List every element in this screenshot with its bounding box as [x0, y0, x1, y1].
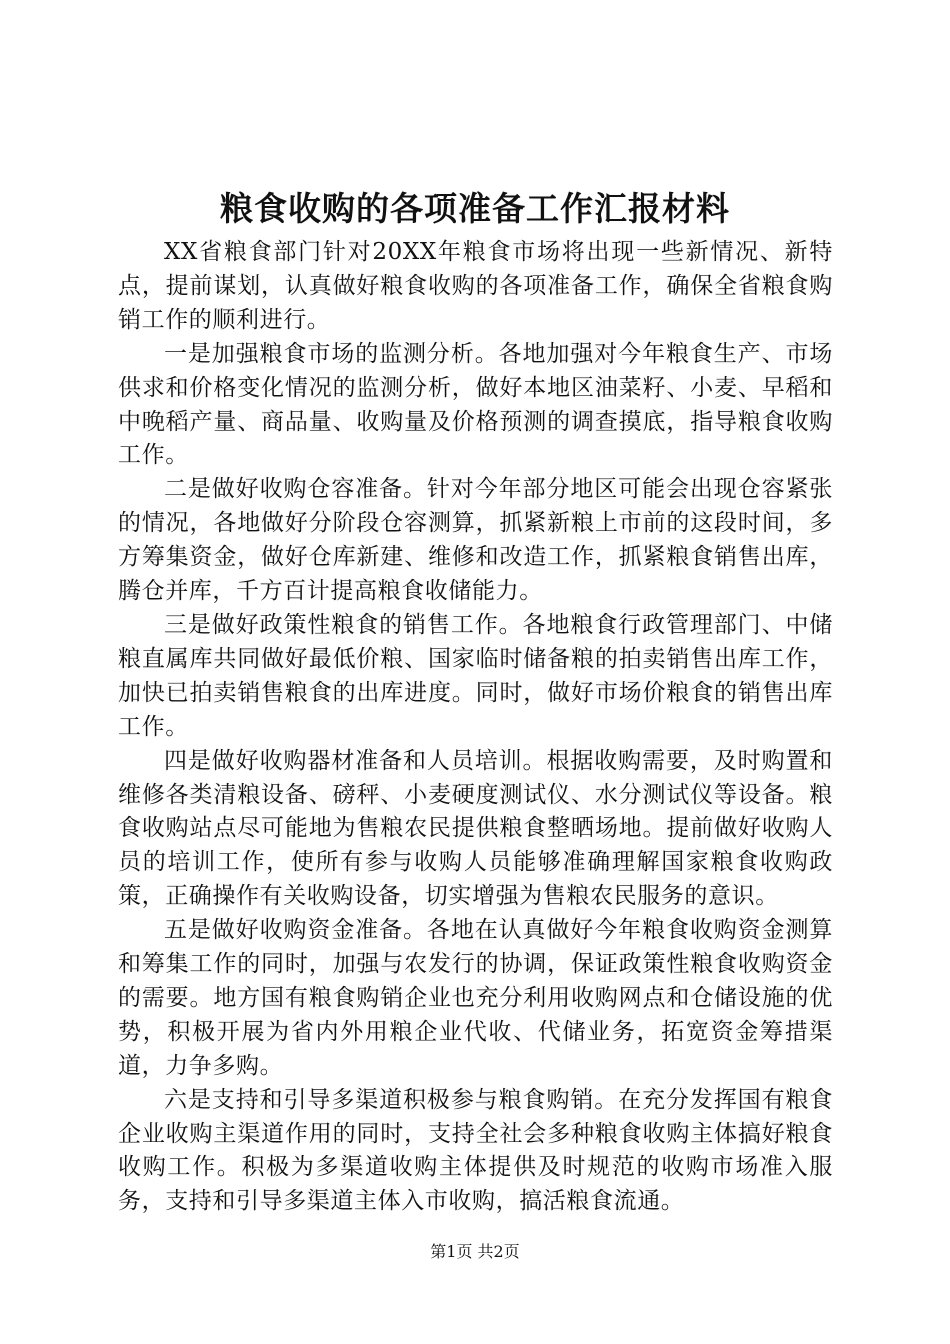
paragraph-4: 四是做好收购器材准备和人员培训。根据收购需要，及时购置和维修各类清粮设备、磅秤、小麦硬度测试仪、水分测试仪等设备。粮食收购站点尽可能地为售粮农民提供粮食整晒场地。提前做好收购人员的培训工作，使所有参与收购人员能够准确理解国家粮食收购政策，正确操作有关收购设备，切实增强为售粮农民服务的意识。	[118, 747, 833, 910]
paragraph-1: 一是加强粮食市场的监测分析。各地加强对今年粮食生产、市场供求和价格变化情况的监测分析，做好本地区油菜籽、小麦、早稻和中晚稻产量、商品量、收购量及价格预测的调查摸底，指导粮食收购工作。	[118, 340, 833, 469]
paragraph-5: 五是做好收购资金准备。各地在认真做好今年粮食收购资金测算和筹集工作的同时，加强与农发行的协调，保证政策性粮食收购资金的需要。地方国有粮食购销企业也充分利用收购网点和仓储设施的优势，积极开展为省内外用粮企业代收、代储业务，拓宽资金筹措渠道，力争多购。	[118, 917, 833, 1079]
page-number-footer: 第1页 共2页	[430, 1242, 520, 1261]
paragraph-6: 六是支持和引导多渠道积极参与粮食购销。在充分发挥国有粮食企业收购主渠道作用的同时，支持全社会多种粮食收购主体搞好粮食收购工作。积极为多渠道收购主体提供及时规范的收购市场准入服务，支持和引导多渠道主体入市收购，搞活粮食流通。	[118, 1086, 833, 1215]
paragraph-2: 二是做好收购仓容准备。针对今年部分地区可能会出现仓容紧张的情况，各地做好分阶段仓容测算，抓紧新粮上市前的这段时间，多方筹集资金，做好仓库新建、维修和改造工作，抓紧粮食销售出库，腾仓并库，千方百计提高粮食收储能力。	[118, 476, 833, 605]
document-title: 粮食收购的各项准备工作汇报材料	[220, 189, 730, 228]
paragraph-3: 三是做好政策性粮食的销售工作。各地粮食行政管理部门、中储粮直属库共同做好最低价粮、国家临时储备粮的拍卖销售出库工作，加快已拍卖销售粮食的出库进度。同时，做好市场价粮食的销售出库工作。	[118, 611, 833, 740]
paragraph-intro: XX省粮食部门针对20XX年粮食市场将出现一些新情况、新特点，提前谋划，认真做好粮食收购的各项准备工作，确保全省粮食购销工作的顺利进行。	[118, 239, 833, 333]
document-body	[118, 236, 833, 1219]
